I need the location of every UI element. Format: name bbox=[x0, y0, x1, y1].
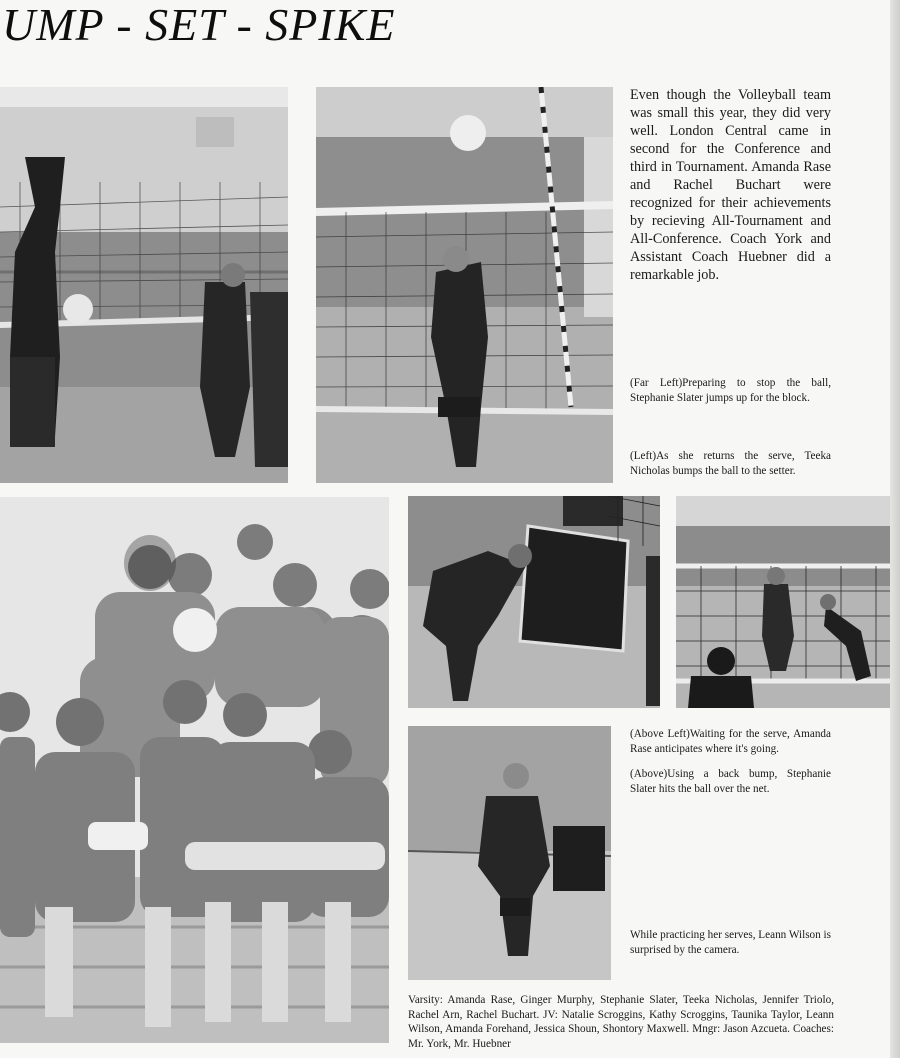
photo-waiting-serve bbox=[408, 496, 660, 708]
volleyball-bump-photo-image bbox=[316, 87, 613, 483]
caption-far-left: (Far Left)Preparing to stop the ball, Stephanie Slater jumps up for the block. bbox=[630, 377, 831, 404]
photo-back-bump bbox=[676, 496, 890, 708]
photo-serve-return bbox=[316, 87, 613, 483]
article-body: Even though the Volleyball team was small this year, they did very well. London Central came in second for the Conference and third in Tournament. Amanda Rase and Rachel Buchart were recognized for their achievements by recieving All-Tournament and All-Conference. Coach York and Assistant Coach Huebner did a remarkable job. bbox=[630, 87, 831, 283]
volleyball-block-photo-image bbox=[0, 87, 288, 483]
page-title: UMP - SET - SPIKE bbox=[2, 0, 396, 50]
photo-block-jump bbox=[0, 87, 288, 483]
caption-above: (Above)Using a back bump, Stephanie Slater hits the ball over the net. bbox=[630, 768, 831, 795]
page-edge bbox=[890, 0, 900, 1058]
photo-team-group bbox=[0, 497, 389, 1043]
photo-practice-serve bbox=[408, 726, 611, 980]
volleyball-back-bump-photo-image bbox=[676, 496, 890, 708]
caption-practice: While practicing her serves, Leann Wilson is surprised by the camera. bbox=[630, 929, 831, 956]
team-group-photo-image bbox=[0, 497, 389, 1043]
volleyball-ready-photo-image bbox=[408, 496, 660, 708]
volleyball-serve-practice-photo-image bbox=[408, 726, 611, 980]
team-roster: Varsity: Amanda Rase, Ginger Murphy, Stephanie Slater, Teeka Nicholas, Jennifer Triolo, Rachel Arn, Rachel Buchart. JV: Natalie Scroggins, Kathy Scroggins, Taunika Taylor, Leann Wilson, Amanda Forehand, Jessica Shoun, Shontory Maxwell. Mngr: Jason Azcueta. Coaches: Mr. York, Mr. Huebner bbox=[408, 994, 834, 1050]
caption-left: (Left)As she returns the serve, Teeka Nicholas bumps the ball to the setter. bbox=[630, 450, 831, 477]
caption-above-left: (Above Left)Waiting for the serve, Amanda Rase anticipates where it's going. bbox=[630, 728, 831, 755]
